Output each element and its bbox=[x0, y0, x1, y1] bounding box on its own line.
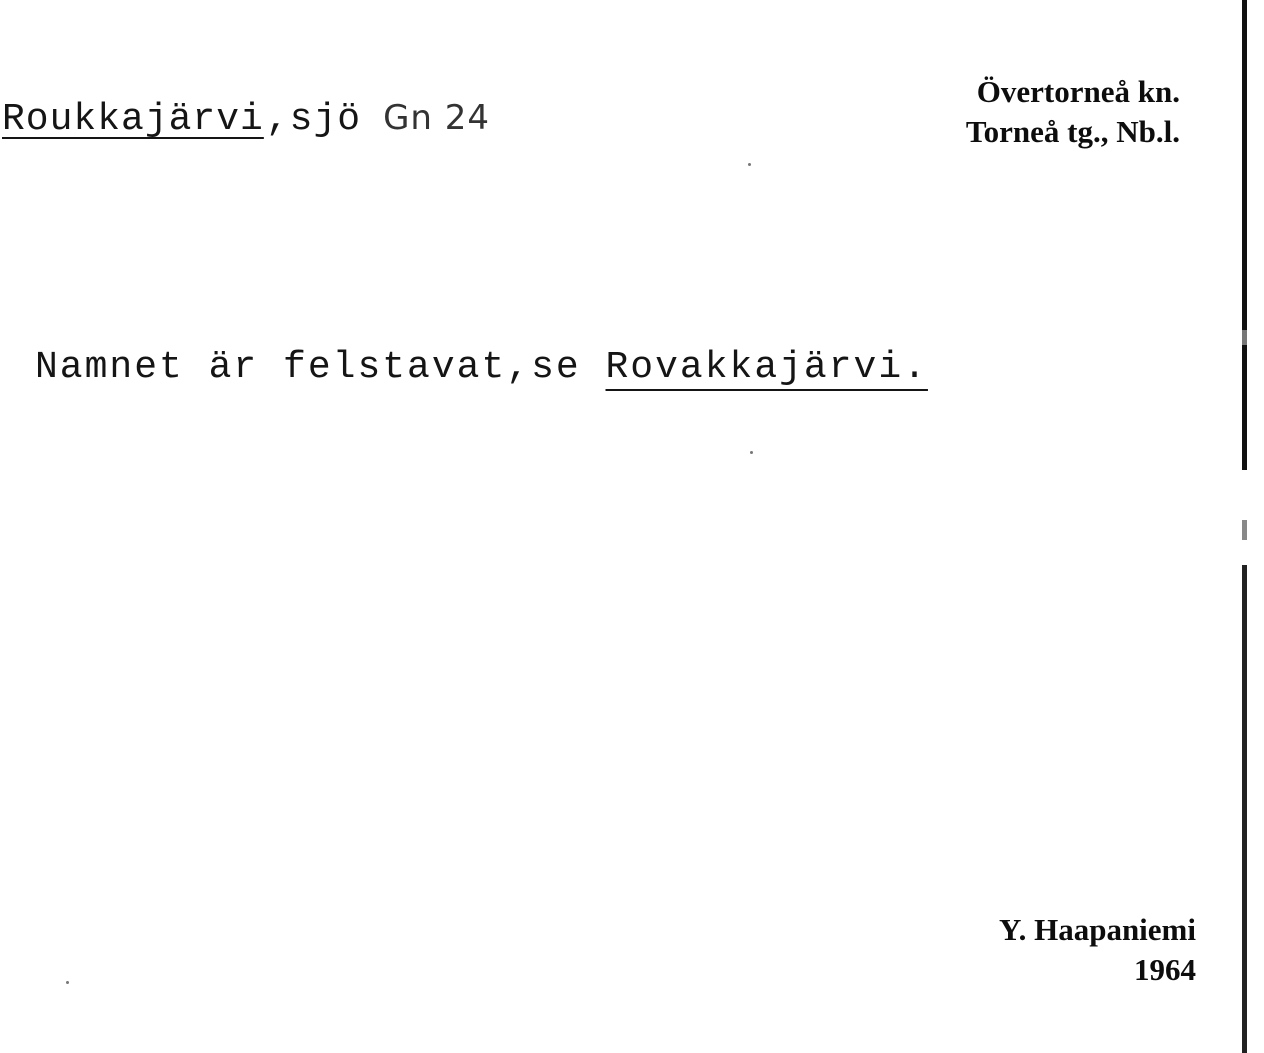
remark-text: Namnet är felstavat,se bbox=[35, 346, 581, 389]
district-name: Torneå tg., Nb.l. bbox=[965, 114, 1180, 149]
signature-block bbox=[999, 910, 1196, 990]
card-edge-line bbox=[1242, 0, 1247, 1053]
parish-name: Övertorneå kn. bbox=[976, 74, 1180, 109]
headword: Roukkajärvi bbox=[2, 98, 264, 141]
scan-speck bbox=[750, 451, 753, 454]
location-block bbox=[966, 72, 1180, 152]
map-reference: Gn 24 bbox=[383, 98, 491, 138]
scan-speck bbox=[66, 981, 69, 984]
year: 1964 bbox=[1134, 952, 1196, 987]
scan-speck bbox=[748, 163, 751, 166]
remark-line bbox=[35, 346, 928, 389]
reference-name: Rovakkajärvi. bbox=[605, 346, 928, 389]
headword-suffix: ,sjö bbox=[265, 98, 362, 141]
author-name: Y. Haapaniemi bbox=[999, 912, 1196, 947]
headword-line bbox=[2, 98, 490, 141]
